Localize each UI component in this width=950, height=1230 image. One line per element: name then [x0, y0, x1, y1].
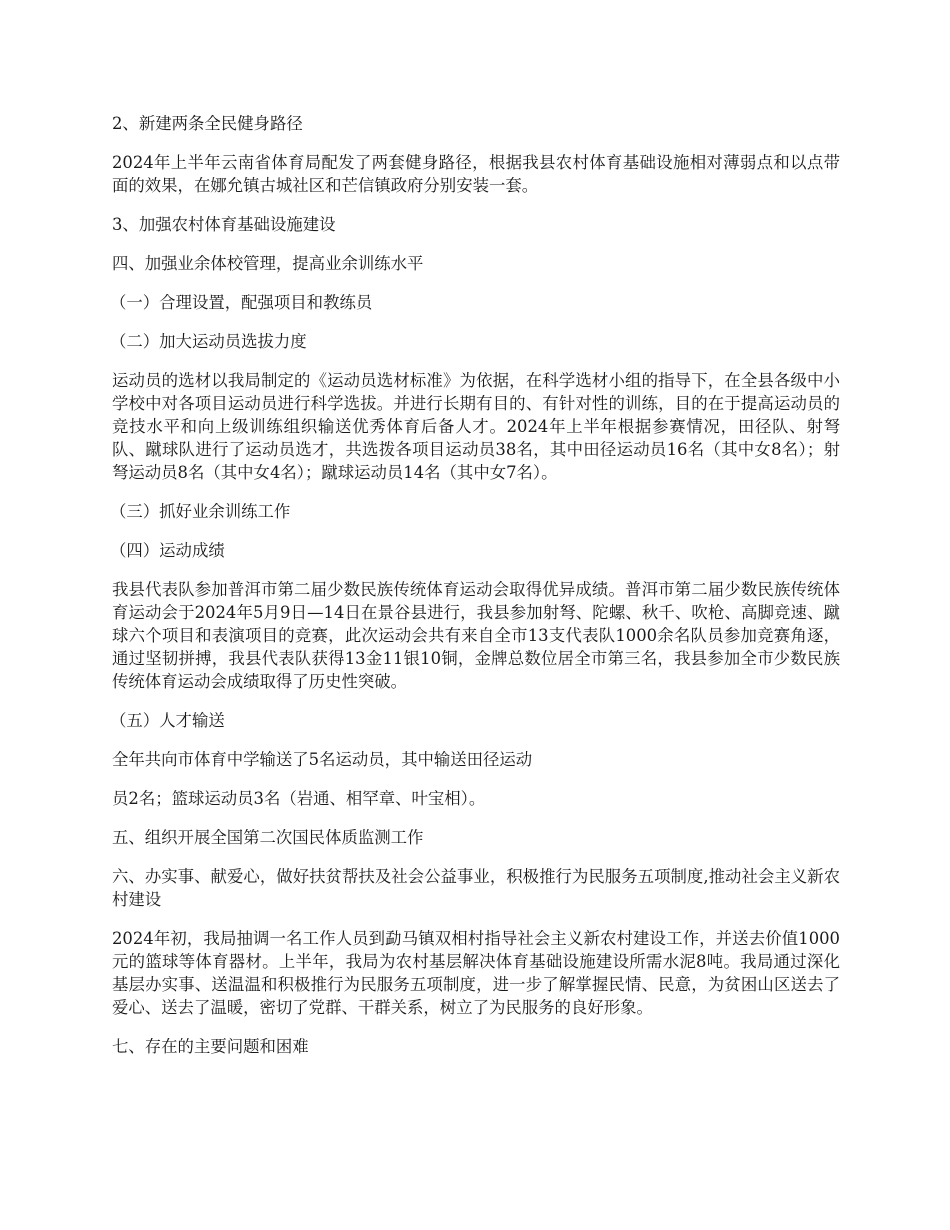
heading-fitness-paths: 2、新建两条全民健身路径	[112, 114, 303, 133]
paragraph-talent-line-one: 全年共向市体育中学输送了5名运动员，其中输送田径运动	[112, 750, 533, 769]
paragraph-fitness-paths: 2024年上半年云南省体育局配发了两套健身路径，根据我县农村体育基础设施相对薄弱点和以点带面的效果，在娜允镇古城社区和芒信镇政府分别安装一套。	[112, 153, 840, 195]
paragraph-rural-construction: 2024年初，我局抽调一名工作人员到勐马镇双相村指导社会主义新农村建设工作，并送去价值1000元的篮球等体育器材。上半年，我局为农村基层解决体育基础设施建设所需水泥8吨。我局通过深化基层办实事、送温温和积极推行为民服务五项制度，进一步了解掌握民情、民意，为贫困山区送去了爱心、送去了温暖，密切了党群、干群关系，树立了为民服务的良好形象。	[112, 929, 840, 1017]
subheading-two: （二）加大运动员选拔力度	[110, 332, 307, 351]
heading-rural-infrastructure: 3、加强农村体育基础设施建设	[112, 215, 336, 234]
heading-section-seven: 七、存在的主要问题和困难	[112, 1037, 309, 1056]
subheading-one: （一）合理设置，配强项目和教练员	[110, 293, 373, 312]
paragraph-sports-results: 我县代表队参加普洱市第二届少数民族传统体育运动会取得优异成绩。普洱市第二届少数民族传统体育运动会于2024年5月9日—14日在景谷县进行，我县参加射弩、陀螺、秋千、吹枪、高脚竞速、蹴球六个项目和表演项目的竞赛，此次运动会共有来自全市13支代表队1000余名队员参加竞赛角逐，通过坚韧拼搏，我县代表队获得13金11银10铜，金牌总数位居全市第三名，我县参加全市少数民族传统体育运动会成绩取得了历史性突破。	[112, 580, 840, 691]
heading-section-five: 五、组织开展全国第二次国民体质监测工作	[112, 828, 424, 847]
subheading-three: （三）抓好业余训练工作	[110, 502, 291, 521]
heading-section-six: 六、办实事、献爱心，做好扶贫帮扶及社会公益事业，积极推行为民服务五项制度,推动社会主义新农村建设	[112, 867, 840, 909]
paragraph-talent-line-two: 员2名；篮球运动员3名（岩通、相罕章、叶宝相）。	[112, 789, 486, 808]
document-page	[112, 112, 840, 1074]
subheading-five: （五）人才输送	[110, 711, 225, 730]
paragraph-athlete-selection: 运动员的选材以我局制定的《运动员选材标准》为依据，在科学选材小组的指导下，在全县各级中小学校中对各项目运动员进行科学选拔。并进行长期有目的、有针对性的训练，目的在于提高运动员的竞技水平和向上级训练组织输送优秀体育后备人才。2024年上半年根据参赛情况，田径队、射弩队、蹴球队进行了运动员选才，共选拨各项目运动员38名，其中田径运动员16名（其中女8名）；射弩运动员8名（其中女4名）；蹴球运动员14名（其中女7名）。	[112, 371, 840, 482]
subheading-four: （四）运动成绩	[110, 541, 225, 560]
heading-section-four: 四、加强业余体校管理，提高业余训练水平	[112, 254, 424, 273]
